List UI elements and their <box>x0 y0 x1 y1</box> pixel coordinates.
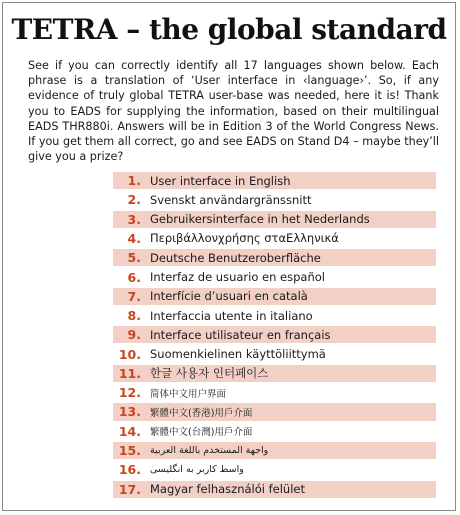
list-item <box>113 249 436 266</box>
item-number: 10. <box>118 346 141 362</box>
item-number: 15. <box>118 443 141 459</box>
list-item <box>113 346 436 363</box>
item-number: 16. <box>118 462 141 478</box>
list-item <box>113 288 436 305</box>
item-number: 7. <box>127 288 141 304</box>
item-number: 17. <box>118 481 141 497</box>
list-item <box>113 326 436 343</box>
item-number: 2. <box>127 192 141 208</box>
item-number: 9. <box>127 327 141 343</box>
language-list <box>113 172 436 500</box>
item-text: User interface in English <box>150 173 291 188</box>
item-text: Deutsche Benutzeroberfläche <box>150 250 321 265</box>
list-item <box>113 384 436 401</box>
list-item <box>113 307 436 324</box>
list-item <box>113 365 436 382</box>
list-item <box>113 211 436 228</box>
list-item <box>113 403 436 420</box>
item-number: 14. <box>118 423 141 439</box>
list-item <box>113 172 436 189</box>
item-number: 8. <box>127 308 141 324</box>
list-item <box>113 423 436 440</box>
item-text: Suomenkielinen käyttöliittymä <box>150 347 326 362</box>
item-number: 12. <box>118 385 141 401</box>
list-item <box>113 268 436 285</box>
list-item <box>113 481 436 498</box>
item-text: Interfaccia utente in italiano <box>150 308 313 323</box>
item-text: واسط کاربر به انگلیسی <box>150 464 244 476</box>
list-item <box>113 442 436 459</box>
list-item <box>113 191 436 208</box>
item-number: 3. <box>127 211 141 227</box>
item-number: 13. <box>118 404 141 420</box>
item-text: Svenskt användargränssnitt <box>150 192 312 207</box>
intro-paragraph: See if you can correctly identify all 17 languages shown below. Each phrase is a translation of ‘User interface in ‹language›’. So, if any evidence of truly global TETRA user-base was needed, here it is! Thank you to EADS for supplying the information, based on their multilingual EADS THR880i. Answers will be in Edition 3 of the World Congress News. If you get them all correct, go and see EADS on Stand D4 – maybe they’ll give you a prize? <box>28 59 439 164</box>
item-text: 简体中文用户界面 <box>150 388 227 400</box>
item-text: Gebruikersinterface in het Nederlands <box>150 212 370 227</box>
article-frame <box>2 2 456 511</box>
item-text: 한글 사용자 인터페이스 <box>150 366 269 381</box>
item-text: Interface utilisateur en français <box>150 327 331 342</box>
item-text: 繁體中文(香港)用戶介面 <box>150 407 253 419</box>
item-text: Interfaz de usuario en español <box>150 270 325 284</box>
list-item <box>113 230 436 247</box>
item-number: 4. <box>127 230 141 246</box>
item-number: 1. <box>127 173 141 189</box>
item-text: Περιβάλλονχρήσης σταΕλληνικά <box>150 231 339 246</box>
item-text: 繁體中文(台灣)用戶介面 <box>150 427 253 439</box>
list-item <box>113 461 436 478</box>
article-title: TETRA – the global standard <box>11 13 447 46</box>
item-number: 11. <box>118 365 141 381</box>
item-number: 6. <box>127 269 141 285</box>
item-number: 5. <box>127 250 141 266</box>
item-text: Magyar felhasználói felület <box>150 482 305 497</box>
item-text: واجهة المستخدم باللغة العربية <box>150 445 269 457</box>
item-text: Interfície d’usuari en català <box>150 289 308 304</box>
